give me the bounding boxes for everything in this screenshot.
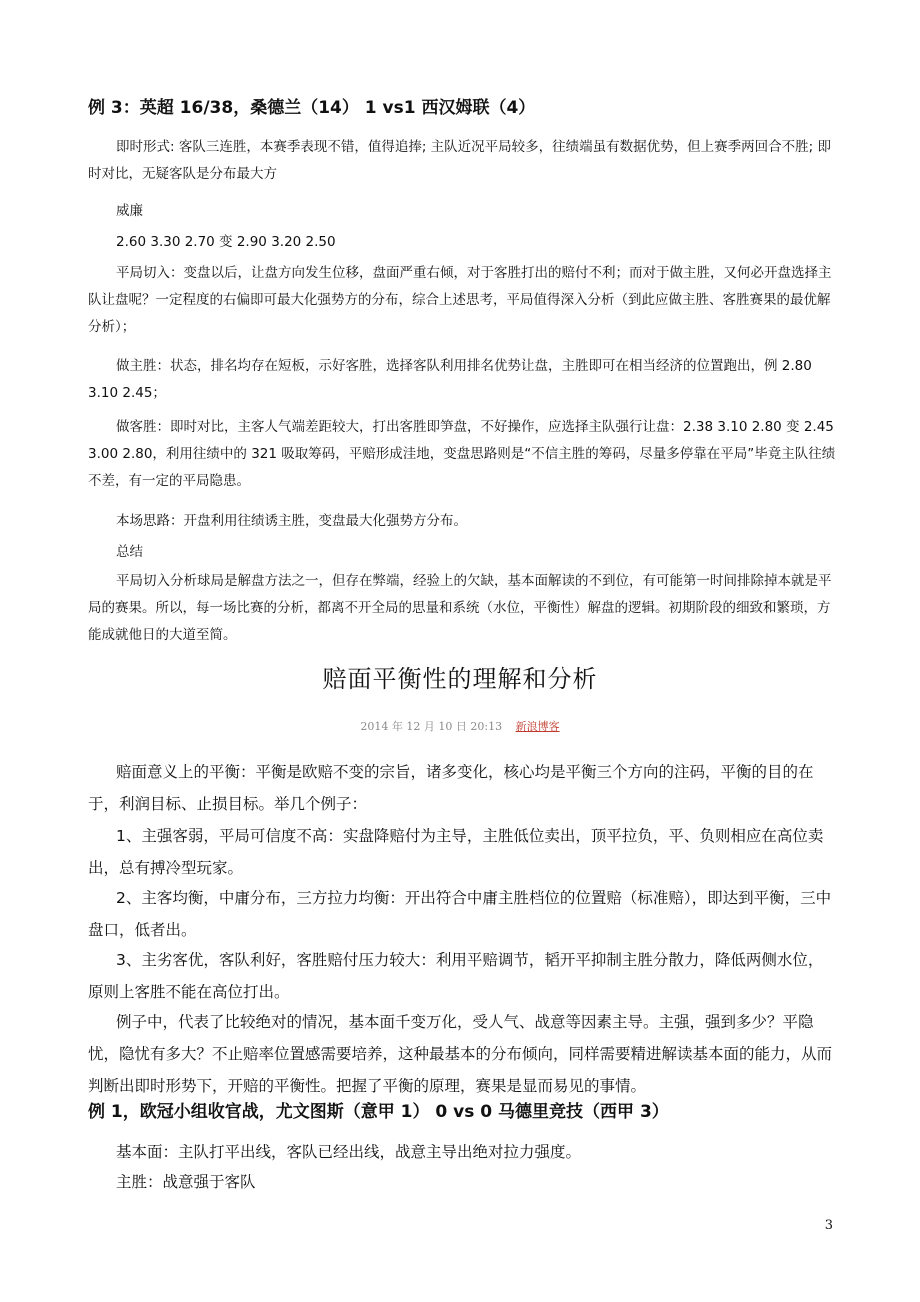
article-title: 赔面平衡性的理解和分析 bbox=[322, 665, 598, 693]
case-2-paragraph: 2、主客均衡，中庸分布，三方拉力均衡：开出符合中庸主胜档位的位置赔（标准赔），即达到平衡，三中盘口，低者出。 bbox=[88, 889, 832, 939]
example-1-fundamentals: 基本面：主队打平出线，客队已经出线，战意主导出绝对拉力强度。 bbox=[116, 1143, 582, 1161]
example-3-situation: 即时形式: 客队三连胜，本赛季表现不错，值得追捧; 主队近况平局较多，往绩端虽有数据优势，但上赛季两回合不胜; 即时对比，无疑客队是分布最大方 bbox=[88, 139, 832, 182]
bookmaker-label: 威廉 bbox=[116, 203, 143, 219]
article-intro-paragraph: 赔面意义上的平衡：平衡是欧赔不变的宗旨，诸多变化，核心均是平衡三个方向的注码，平衡的目的在于，利润目标、止损目标。举几个例子： bbox=[88, 763, 814, 813]
article-meta bbox=[0, 718, 920, 734]
summary-paragraph: 平局切入分析球局是解盘方法之一，但存在弊端，经验上的欠缺，基本面解读的不到位，有可能第一时间排除掉本就是平局的赛果。所以，每一场比赛的分析，都离不开全局的思量和系统（水位，平衡性）解盘的逻辑。初期阶段的细致和繁琐，方能成就他日的大道至简。 bbox=[88, 573, 832, 643]
example-1-home-win: 主胜：战意强于客队 bbox=[116, 1173, 256, 1191]
case-3-paragraph: 3、主劣客优，客队利好，客胜赔付压力较大：利用平赔调节，韬开平抑制主胜分散力，降低两侧水位，原则上客胜不能在高位打出。 bbox=[88, 951, 824, 1001]
odds-line: 2.60 3.30 2.70 变 2.90 3.20 2.50 bbox=[116, 234, 336, 250]
away-win-paragraph: 做客胜：即时对比，主客人气端差距较大，打出客胜即笋盘，不好操作，应选择主队强行让盘：2.38 3.10 2.80 变 2.45 3.00 2.80，利用往绩中的 321 吸取筹码，平赔形成洼地，变盘思路则是“不信主胜的筹码，尽量多停靠在平局”毕竟主队往绩不差，有一定的平局隐患。 bbox=[88, 419, 836, 489]
draw-entry-paragraph: 平局切入：变盘以后，让盘方向发生位移，盘面严重右倾，对于客胜打出的赔付不利；而对于做主胜，又何必开盘选择主队让盘呢？一定程度的右偏即可最大化强势方的分布，综合上述思考，平局值得深入分析（到此应做主胜、客胜赛果的最优解分析）； bbox=[88, 265, 832, 335]
source-link[interactable]: 新浪博客 bbox=[515, 720, 560, 733]
example-1-heading: 例 1，欧冠小组收官战，尤文图斯（意甲 1） 0 vs 0 马德里竞技（西甲 3） bbox=[88, 1102, 669, 1122]
article-date: 2014 年 12 月 10 日 20:13 bbox=[360, 720, 503, 733]
page-number: 3 bbox=[824, 1218, 833, 1233]
example-3-heading: 例 3：英超 16/38，桑德兰（14） 1 vs1 西汉姆联（4） bbox=[88, 98, 536, 118]
case-1-paragraph: 1、主强客弱，平局可信度不高：实盘降赔付为主导，主胜低位卖出，顶平拉负，平、负则相应在高位卖出，总有搏冷型玩家。 bbox=[88, 827, 824, 877]
summary-label: 总结 bbox=[116, 544, 143, 560]
match-idea-paragraph: 本场思路：开盘利用往绩诱主胜，变盘最大化强势方分布。 bbox=[116, 513, 467, 529]
home-win-paragraph: 做主胜：状态，排名均存在短板，示好客胜，选择客队利用排名优势让盘，主胜即可在相当经济的位置跑出，例 2.80 3.10 2.45； bbox=[88, 358, 812, 401]
conclusion-paragraph: 例子中，代表了比较绝对的情况，基本面千变万化，受人气、战意等因素主导。主强，强到多少？平隐忧，隐忧有多大？不止赔率位置感需要培养，这种最基本的分布倾向，同样需要精进解读基本面的能力，从而判断出即时形势下，开赔的平衡性。把握了平衡的原理，赛果是显而易见的事情。 bbox=[88, 1013, 833, 1095]
